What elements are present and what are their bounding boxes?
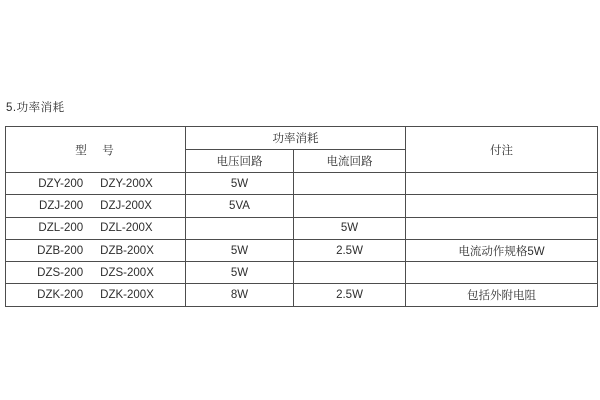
col-header-model: 型 号: [6, 127, 186, 173]
cell-voltage: 5VA: [186, 195, 294, 217]
cell-model: [6, 239, 186, 261]
table-row: [6, 195, 598, 217]
cell-note: [406, 217, 598, 239]
cell-model: [6, 195, 186, 217]
model-name: DZL-200: [38, 222, 84, 235]
col-header-power-group: 功率消耗: [186, 127, 406, 150]
cell-voltage: 5W: [186, 173, 294, 195]
model-name: DZK-200: [37, 289, 84, 302]
cell-model: [6, 284, 186, 306]
cell-current: [294, 173, 406, 195]
model-name: DZY-200X: [100, 177, 153, 190]
model-name: DZS-200X: [100, 266, 154, 279]
model-name: DZJ-200X: [100, 199, 152, 212]
cell-model: [6, 262, 186, 284]
cell-voltage: 8W: [186, 284, 294, 306]
table-row: [6, 173, 598, 195]
table-header: [6, 127, 598, 173]
model-name: DZB-200: [37, 244, 84, 257]
cell-note: 电流动作规格5W: [406, 239, 598, 261]
cell-current: 2.5W: [294, 239, 406, 261]
col-header-notes: 付注: [406, 127, 598, 173]
col-header-voltage-circuit: 电压回路: [186, 150, 294, 173]
cell-current: 5W: [294, 217, 406, 239]
cell-voltage: 5W: [186, 239, 294, 261]
cell-note: [406, 173, 598, 195]
model-name: DZL-200X: [100, 222, 153, 235]
section-title: 5.功率消耗: [6, 102, 65, 114]
model-name: DZS-200: [37, 266, 84, 279]
cell-note: [406, 262, 598, 284]
model-name: DZB-200X: [100, 244, 154, 257]
power-consumption-table: [5, 126, 598, 307]
table-row: [6, 239, 598, 261]
cell-current: [294, 262, 406, 284]
model-name: DZJ-200: [39, 199, 84, 212]
cell-model: [6, 173, 186, 195]
cell-voltage: [186, 217, 294, 239]
model-name: DZK-200X: [100, 289, 154, 302]
cell-model: [6, 217, 186, 239]
cell-current: 2.5W: [294, 284, 406, 306]
cell-current: [294, 195, 406, 217]
table-row: [6, 262, 598, 284]
col-header-current-circuit: 电流回路: [294, 150, 406, 173]
cell-note: 包括外附电阻: [406, 284, 598, 306]
model-name: DZY-200: [38, 177, 84, 190]
cell-voltage: 5W: [186, 262, 294, 284]
table-row: [6, 284, 598, 306]
cell-note: [406, 195, 598, 217]
table-row: [6, 217, 598, 239]
